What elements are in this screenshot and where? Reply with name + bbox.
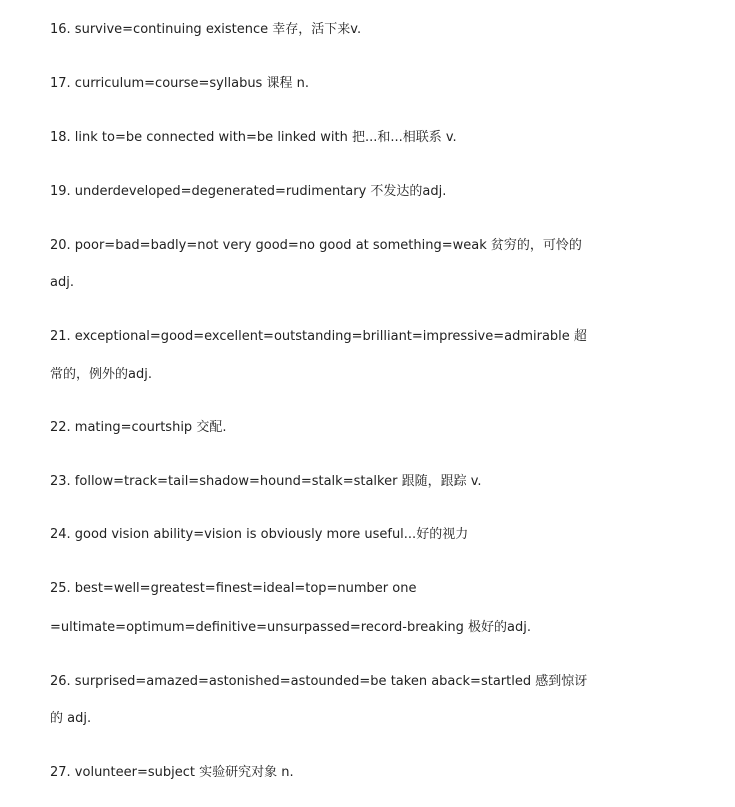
entry-17: 17. curriculum=course=syllabus 课程 n. bbox=[50, 76, 309, 91]
entry-25-continuation: =ultimate=optimum=definitive=unsurpassed=record-breaking 极好的adj. bbox=[50, 620, 531, 635]
entry-25: 25. best=well=greatest=finest=ideal=top=number one bbox=[50, 581, 417, 596]
entry-22: 22. mating=courtship 交配. bbox=[50, 420, 227, 435]
entry-19: 19. underdeveloped=degenerated=rudimentary 不发达的adj. bbox=[50, 184, 447, 199]
entry-26-continuation: 的 adj. bbox=[50, 711, 92, 726]
entry-18: 18. link to=be connected with=be linked with 把...和...相联系 v. bbox=[50, 130, 457, 145]
entry-27: 27. volunteer=subject 实验研究对象 n. bbox=[50, 765, 294, 780]
entry-23: 23. follow=track=tail=shadow=hound=stalk=stalker 跟随，跟踪 v. bbox=[50, 474, 482, 489]
entry-21-continuation: 常的，例外的adj. bbox=[50, 367, 152, 382]
entry-21: 21. exceptional=good=excellent=outstanding=brilliant=impressive=admirable 超 bbox=[50, 329, 587, 344]
entry-16: 16. survive=continuing existence 幸存，活下来v. bbox=[50, 22, 362, 37]
entry-20: 20. poor=bad=badly=not very good=no good at something=weak 贫穷的，可怜的 bbox=[50, 238, 582, 253]
entry-24: 24. good vision ability=vision is obviously more useful...好的视力 bbox=[50, 527, 469, 542]
entry-20-continuation: adj. bbox=[50, 275, 74, 290]
entry-26: 26. surprised=amazed=astonished=astounded=be taken aback=startled 感到惊讶 bbox=[50, 674, 588, 689]
